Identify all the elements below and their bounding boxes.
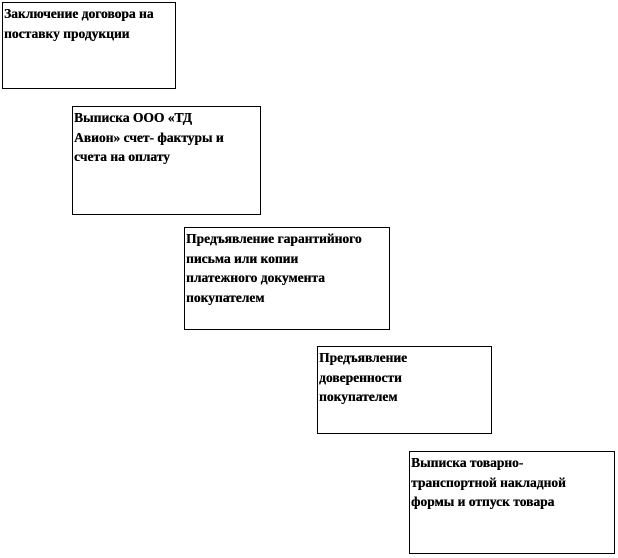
step-box-waybill-shipment: Выписка товарно- транспортной накладной формы и отпуск товара <box>409 451 615 554</box>
step-box-invoice: Выписка ООО «ТД Авион» счет- фактуры и счета на оплату <box>72 106 261 215</box>
step-box-contract: Заключение договора на поставку продукции <box>2 2 176 89</box>
step-box-power-of-attorney: Предъявление доверенности покупателем <box>317 346 492 434</box>
step-box-guarantee-letter: Предъявление гарантийного письма или копии платежного документа покупателем <box>184 227 390 330</box>
